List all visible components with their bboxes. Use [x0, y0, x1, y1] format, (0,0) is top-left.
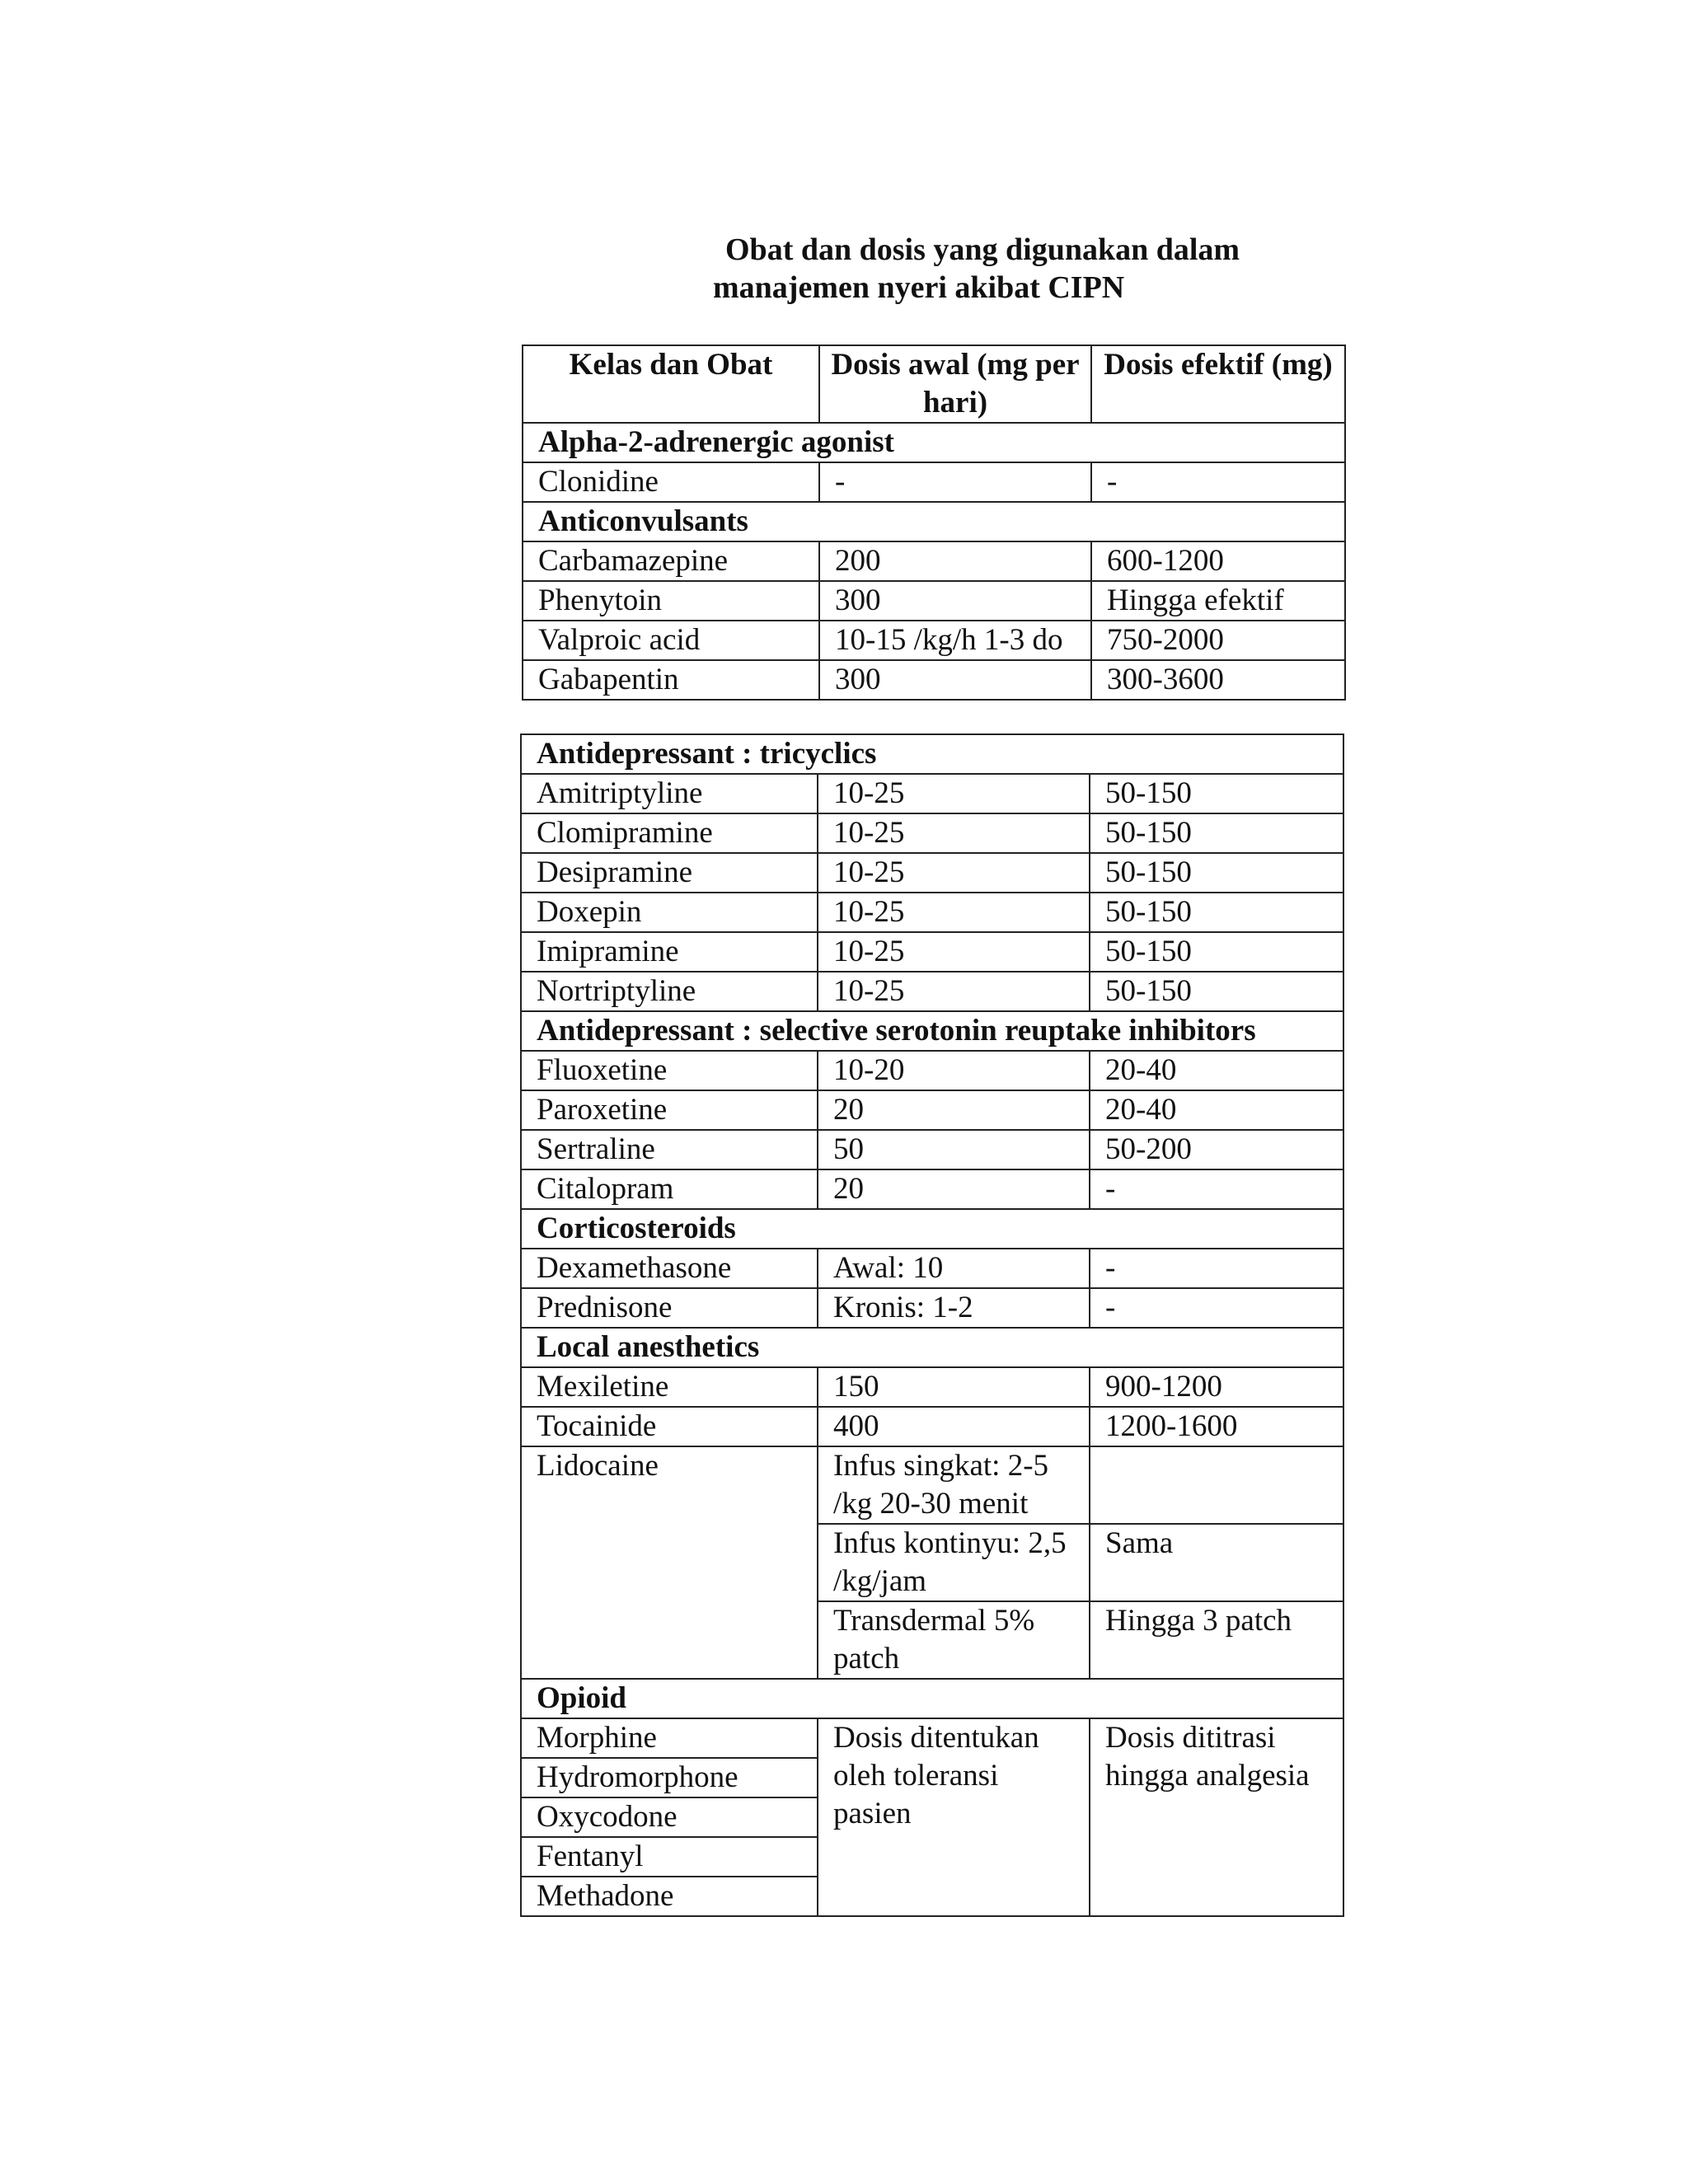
header-drug-class: Kelas dan Obat [523, 345, 819, 423]
effective-dose-cell: 50-150 [1090, 774, 1343, 813]
start-dose-cell: Infus kontinyu: 2,5 /kg/jam [818, 1524, 1090, 1601]
table-row [521, 1169, 1343, 1209]
effective-dose-cell: 50-150 [1090, 813, 1343, 853]
effective-dose-cell: 50-200 [1090, 1130, 1343, 1169]
effective-dose-cell: 900-1200 [1090, 1367, 1343, 1407]
effective-dose-cell: - [1090, 1169, 1343, 1209]
start-dose-cell: Dosis ditentukan oleh toleransi pasien [818, 1718, 1090, 1916]
table-row [523, 541, 1345, 581]
effective-dose-cell: 50-150 [1090, 893, 1343, 932]
start-dose-cell: Awal: 10 [818, 1249, 1090, 1288]
drug-name-cell: Paroxetine [521, 1090, 818, 1130]
table-row [523, 581, 1345, 621]
table-row [523, 660, 1345, 700]
table-row [521, 1130, 1343, 1169]
start-dose-cell: 10-25 [818, 853, 1090, 893]
dosage-table-part-1 [522, 344, 1346, 701]
effective-dose-cell: 50-150 [1090, 853, 1343, 893]
opioid-row [521, 1718, 1343, 1758]
table-row [521, 1051, 1343, 1090]
table-row [521, 1367, 1343, 1407]
drug-name-cell: Gabapentin [523, 660, 819, 700]
start-dose-cell: - [819, 462, 1091, 502]
drug-name-cell: Hydromorphone [521, 1758, 818, 1797]
effective-dose-cell: - [1090, 1249, 1343, 1288]
category-row [521, 1679, 1343, 1718]
table-row [523, 462, 1345, 502]
effective-dose-cell: 300-3600 [1091, 660, 1345, 700]
category-row [521, 1209, 1343, 1249]
category-label: Alpha-2-adrenergic agonist [523, 423, 1345, 462]
start-dose-cell: 10-25 [818, 813, 1090, 853]
drug-name-cell: Oxycodone [521, 1797, 818, 1837]
start-dose-cell: Transdermal 5% patch [818, 1601, 1090, 1679]
table-row [521, 893, 1343, 932]
start-dose-cell: 10-25 [818, 932, 1090, 972]
drug-name-cell: Desipramine [521, 853, 818, 893]
title-line-2: manajemen nyeri akibat CIPN [713, 270, 1125, 305]
table-row [521, 932, 1343, 972]
effective-dose-cell: Dosis dititrasi hingga analgesia [1090, 1718, 1343, 1916]
lidocaine-row [521, 1446, 1343, 1524]
category-label: Antidepressant : selective serotonin reuptake inhibitors [521, 1011, 1343, 1051]
drug-name-cell: Tocainide [521, 1407, 818, 1446]
start-dose-cell: 10-25 [818, 774, 1090, 813]
table-row [521, 1407, 1343, 1446]
effective-dose-cell: Hingga 3 patch [1090, 1601, 1343, 1679]
dosage-table-part-2 [520, 733, 1344, 1917]
table-row [521, 853, 1343, 893]
table-row [521, 813, 1343, 853]
start-dose-cell: 20 [818, 1090, 1090, 1130]
header-effective-dose: Dosis efektif (mg) [1091, 345, 1345, 423]
category-label: Antidepressant : tricyclics [521, 734, 1343, 774]
drug-name-cell: Fentanyl [521, 1837, 818, 1877]
start-dose-cell: 300 [819, 581, 1091, 621]
drug-name-cell: Clonidine [523, 462, 819, 502]
start-dose-cell: Infus singkat: 2-5 /kg 20-30 menit [818, 1446, 1090, 1524]
table-row [521, 774, 1343, 813]
effective-dose-cell: 750-2000 [1091, 621, 1345, 660]
header-start-dose: Dosis awal (mg per hari) [819, 345, 1091, 423]
category-label: Local anesthetics [521, 1328, 1343, 1367]
category-label: Corticosteroids [521, 1209, 1343, 1249]
effective-dose-cell: 50-150 [1090, 972, 1343, 1011]
drug-name-cell: Phenytoin [523, 581, 819, 621]
effective-dose-cell: 1200-1600 [1090, 1407, 1343, 1446]
drug-name-cell: Sertraline [521, 1130, 818, 1169]
drug-name-cell: Dexamethasone [521, 1249, 818, 1288]
start-dose-cell: 10-15 /kg/h 1-3 do [819, 621, 1091, 660]
category-row [521, 734, 1343, 774]
effective-dose-cell: Hingga efektif [1091, 581, 1345, 621]
category-label: Anticonvulsants [523, 502, 1345, 541]
table-row [521, 1249, 1343, 1288]
table-title [692, 231, 1352, 307]
start-dose-cell: 10-25 [818, 972, 1090, 1011]
drug-name-cell: Citalopram [521, 1169, 818, 1209]
category-row [521, 1328, 1343, 1367]
start-dose-cell: 10-25 [818, 893, 1090, 932]
start-dose-cell: 20 [818, 1169, 1090, 1209]
table-row [523, 621, 1345, 660]
effective-dose-cell: Sama [1090, 1524, 1343, 1601]
effective-dose-cell: 20-40 [1090, 1090, 1343, 1130]
drug-name-cell: Carbamazepine [523, 541, 819, 581]
drug-name-cell: Nortriptyline [521, 972, 818, 1011]
table-row [521, 1288, 1343, 1328]
drug-name-cell: Prednisone [521, 1288, 818, 1328]
drug-name-cell: Mexiletine [521, 1367, 818, 1407]
start-dose-cell: 150 [818, 1367, 1090, 1407]
category-label: Opioid [521, 1679, 1343, 1718]
drug-name-cell: Methadone [521, 1877, 818, 1916]
start-dose-cell: 50 [818, 1130, 1090, 1169]
effective-dose-cell: 20-40 [1090, 1051, 1343, 1090]
drug-name-cell: Clomipramine [521, 813, 818, 853]
effective-dose-cell: 600-1200 [1091, 541, 1345, 581]
table-row [521, 1090, 1343, 1130]
table-row [521, 972, 1343, 1011]
drug-name-cell: Lidocaine [521, 1446, 818, 1679]
start-dose-cell: 200 [819, 541, 1091, 581]
effective-dose-cell: - [1090, 1288, 1343, 1328]
start-dose-cell: Kronis: 1-2 [818, 1288, 1090, 1328]
drug-name-cell: Imipramine [521, 932, 818, 972]
drug-name-cell: Valproic acid [523, 621, 819, 660]
drug-name-cell: Fluoxetine [521, 1051, 818, 1090]
header-row [523, 345, 1345, 423]
drug-name-cell: Amitriptyline [521, 774, 818, 813]
category-row [523, 423, 1345, 462]
start-dose-cell: 400 [818, 1407, 1090, 1446]
category-row [521, 1011, 1343, 1051]
effective-dose-cell: 50-150 [1090, 932, 1343, 972]
start-dose-cell: 10-20 [818, 1051, 1090, 1090]
category-row [523, 502, 1345, 541]
start-dose-cell: 300 [819, 660, 1091, 700]
drug-name-cell: Morphine [521, 1718, 818, 1758]
title-line-1: Obat dan dosis yang digunakan dalam [725, 232, 1240, 267]
effective-dose-cell: - [1091, 462, 1345, 502]
effective-dose-cell [1090, 1446, 1343, 1524]
drug-name-cell: Doxepin [521, 893, 818, 932]
